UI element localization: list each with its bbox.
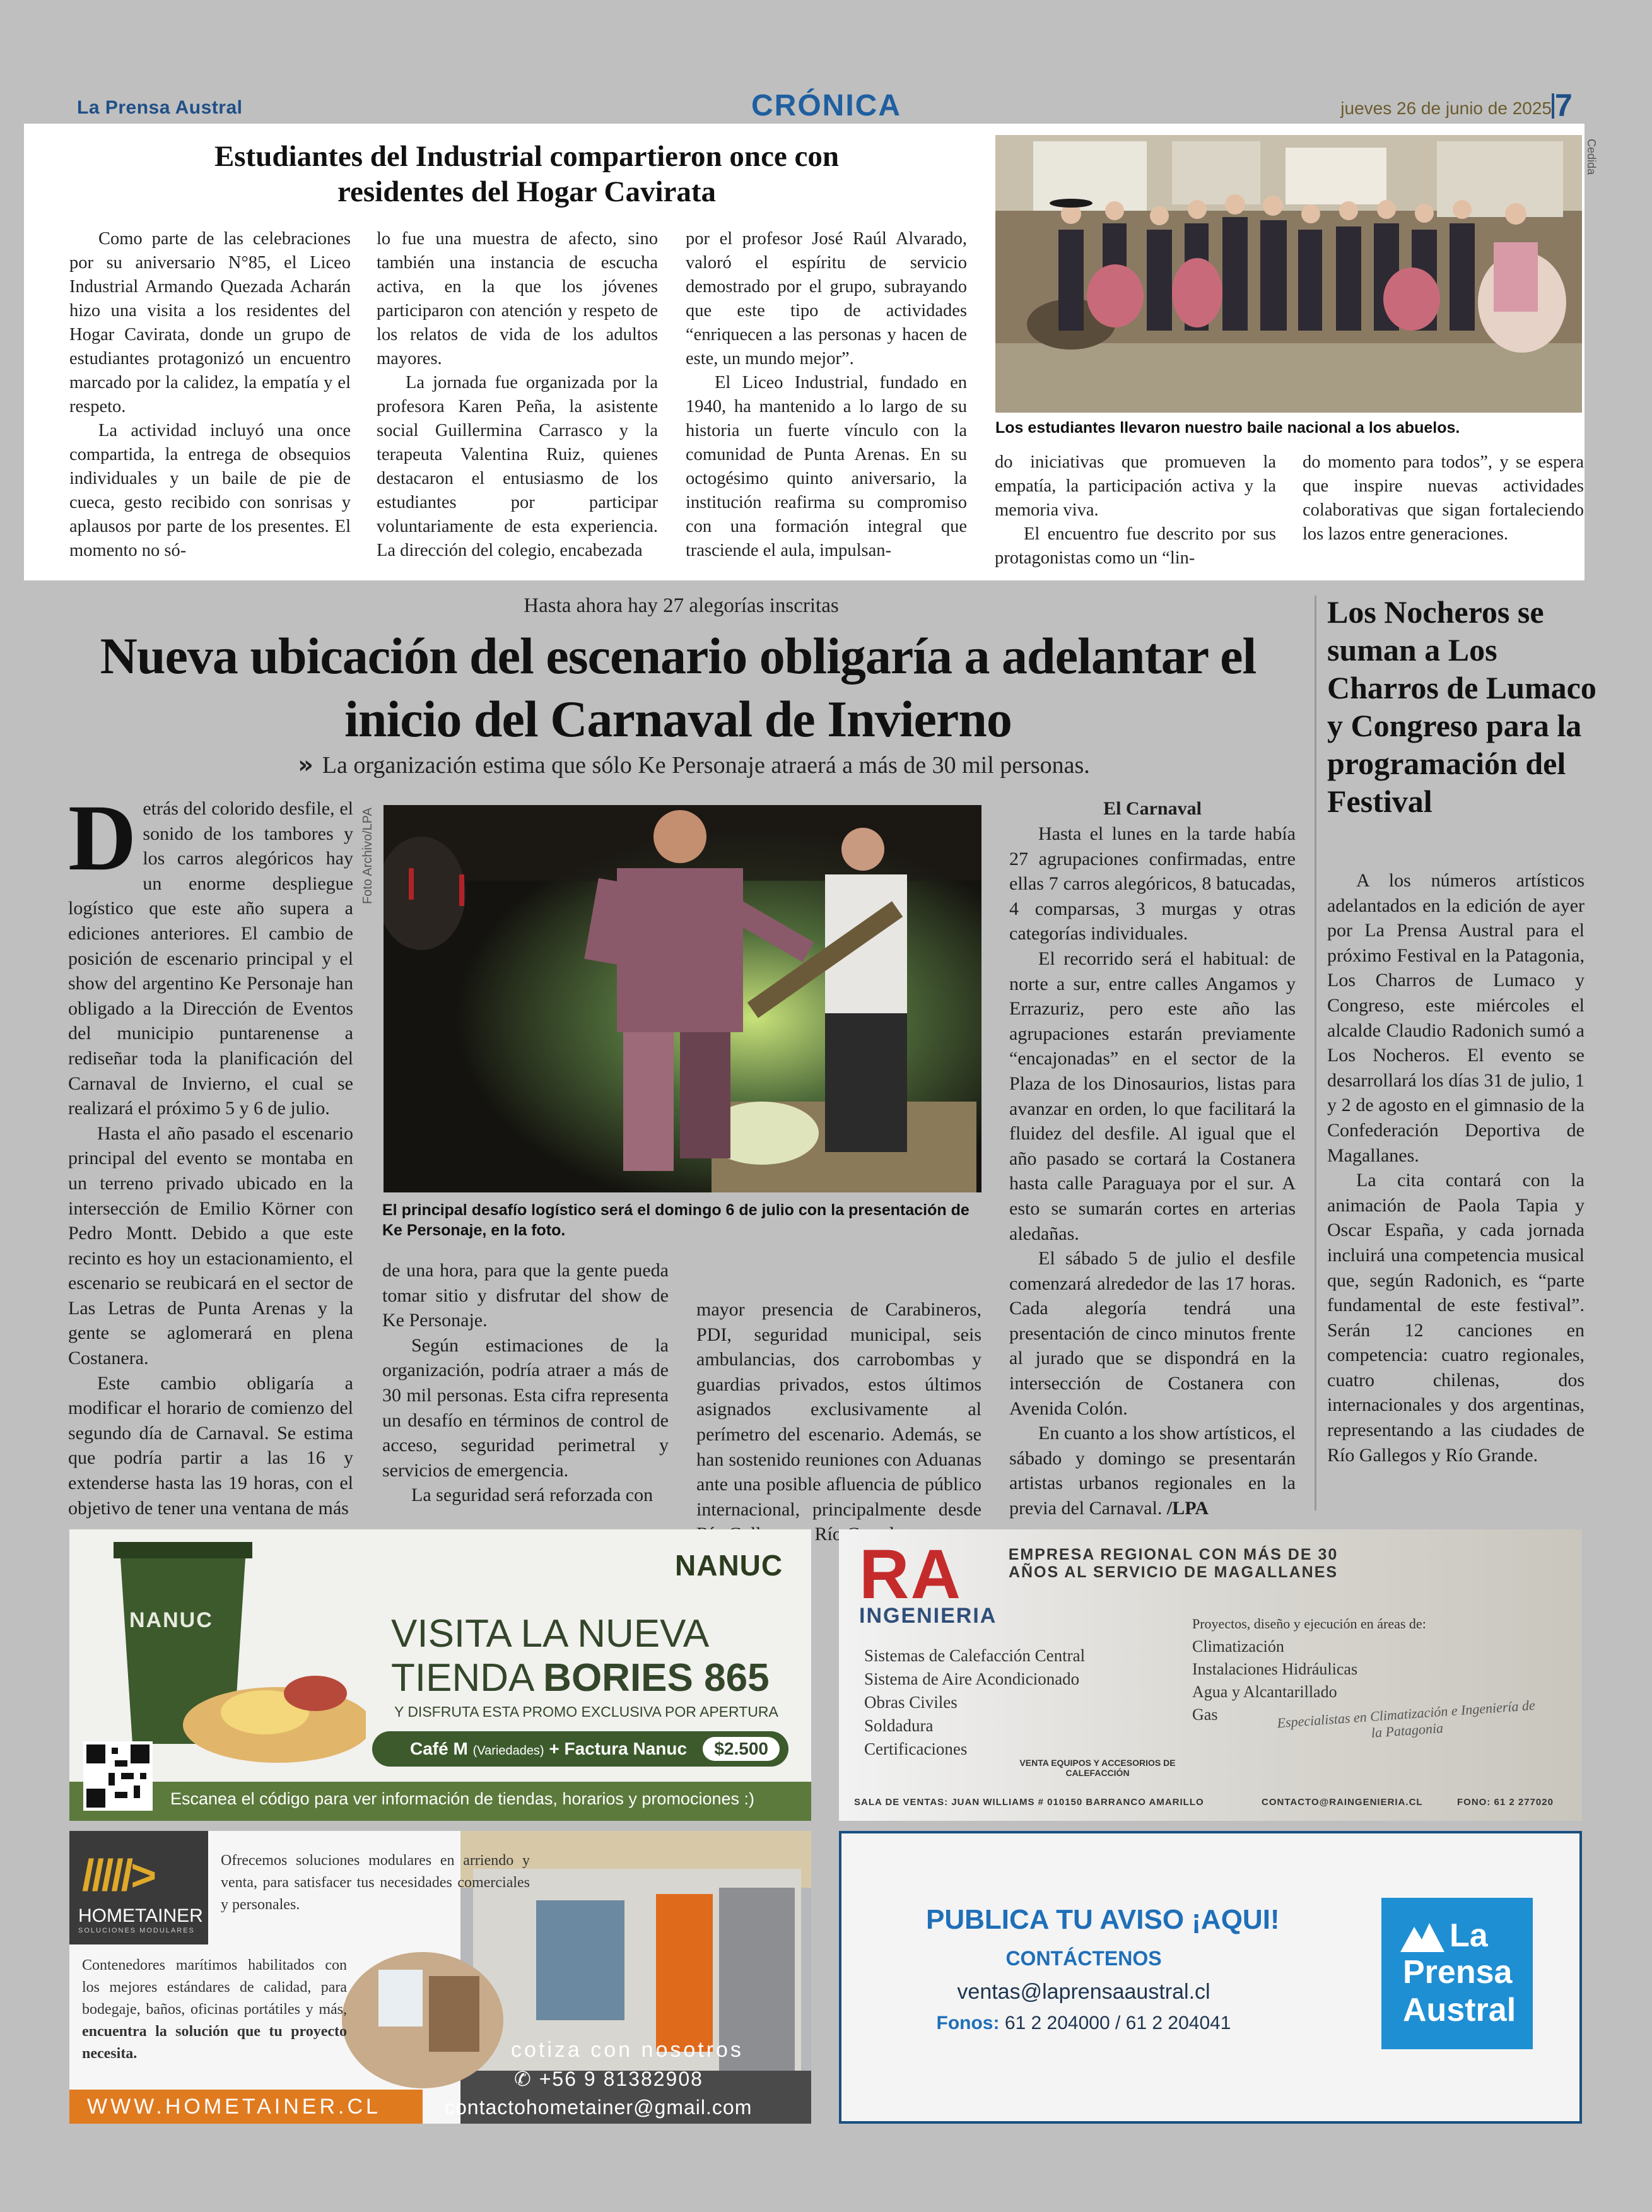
paragraph: por el profesor José Raúl Alvarado, valoró el espíritu de servicio demostrado por el grupo, subrayando que este tipo de actividades “enriquecen a las personas y hacen de este, un mundo mejor”. [686, 229, 967, 368]
project-item: Climatización [1192, 1637, 1284, 1656]
hometainer-logo-mark: /////> [82, 1850, 155, 1900]
paragraph: mayor presencia de Carabineros, PDI, seguridad municipal, seis ambulancias, dos carrobombas y guardias privados, estos últimos asignados exclusivamente al perímetro del escenario. Además, se han sostenido reuniones con Aduanas ante una posible afluencia de público internacional, principalmente desde Río [696, 1299, 981, 1545]
ra-logo: RA [859, 1536, 962, 1613]
newspaper-name: La Prensa Austral [77, 97, 243, 118]
lpa-contact-label: CONTÁCTENOS [1005, 1947, 1162, 1970]
ra-address: SALA DE VENTAS: JUAN WILLIAMS # 010150 BARRANCO AMARILLO [854, 1797, 1204, 1808]
hometainer-website[interactable]: WWW.HOMETAINER.CL [87, 2095, 381, 2119]
paragraph: de una hora, para que la gente pueda tomar sitio y disfrutar del show de Ke Personaje. [382, 1260, 669, 1331]
ad-footer-text: Escanea el código para ver información de tiendas, horarios y promociones :) [170, 1789, 754, 1808]
service-item: Obras Civiles [864, 1693, 958, 1712]
main-story-column-3 [696, 1297, 981, 1547]
paragraph: Según estimaciones de la organización, podría atraer a más de 30 mil personas. Esta cifra representa un desafío en términos de control de acceso, seguridad perimetral y servicios de emergencia. [382, 1334, 669, 1481]
paragraph: Hasta el lunes en la tarde había 27 agrupaciones confirmadas, entre ellas 7 carros alegóricos, 8 batucadas, 4 comparsas, 3 murgas y otras categorías individuales. [1009, 823, 1296, 944]
service-item: Soldadura [864, 1716, 934, 1735]
nanuc-logo: NANUC [675, 1549, 783, 1582]
paragraph: El Liceo Industrial, fundado en 1940, ha mantenido a lo largo de su historia un fuerte vínculo con la comunidad de Punta Arenas. En su octogésimo quinto aniversario, la institución reafirma su compromiso con una formación integral que trasciende el aula, impulsan- [686, 373, 967, 560]
logo-word-1: La [1450, 1917, 1488, 1954]
hometainer-logo-subtitle: SOLUCIONES MODULARES [78, 1927, 195, 1934]
headline-prefix: TIENDA [391, 1656, 544, 1700]
paragraph: El encuentro fue descrito por sus protagonistas como un “lin- [995, 524, 1276, 568]
paragraph: Como parte de las celebraciones por su aniversario N°85, el Liceo Industrial Armando Quezada Acharán hizo una visita a los residentes del Hogar Cavirata, donde un grupo de estudiantes protagonizó un encuentro marcado por la calidez, la empatía y el respeto. [69, 229, 351, 416]
lpa-ad-headline: PUBLICA TU AVISO ¡AQUI! [926, 1904, 1280, 1935]
side-story-body [1327, 868, 1585, 1468]
promo-pill [372, 1731, 788, 1767]
ra-headline: EMPRESA REGIONAL CON MÁS DE 30 AÑOS AL SERVICIO DE MAGALLANES [1008, 1546, 1339, 1581]
top-photo-caption: Los estudiantes llevaron nuestro baile nacional a los abuelos. [995, 419, 1460, 437]
paragraph-text: En cuanto a los show artísticos, el sábado y domingo se presentarán artistas urbanos regionales en la previa del Carnaval. [1009, 1423, 1296, 1519]
lpa-phones[interactable] [926, 2013, 1241, 2034]
hometainer-description [82, 1955, 347, 2065]
main-story-kicker: Hasta ahora hay 27 alegorías inscritas [524, 594, 839, 617]
container-interior-photo [341, 1951, 505, 2090]
ra-sales-note: VENTA EQUIPOS Y ACCESORIOS DE CALEFACCIÓN [1019, 1758, 1176, 1778]
paragraph: Este cambio obligaría a modificar el horario de comienzo del segundo día de Carnaval. Se estima que podría partir a las 16 y extenderse hasta las 19 horas, con el objetivo de tener una ventana de más [68, 1372, 353, 1519]
promo-product: Café M [410, 1739, 468, 1758]
paragraph: A los números artísticos adelantados en la edición de ayer por La Prensa Austral para el próximo Festival en la Patagonia, Los Charros de Lumaco y Congreso, este miércoles el alcalde Claudio Radonich sumó a Los Nocheros. El evento se desarrollará los días 31 de julio, 1 y 2 de agosto en el gimnasio de la Confederación Deportiva de Magallanes. [1327, 870, 1585, 1166]
paragraph [1009, 1421, 1296, 1521]
issue-date: jueves 26 de junio de 2025 [1340, 98, 1552, 118]
main-photo-credit: Foto Archivo/LPA [361, 808, 375, 905]
mountain-icon [1400, 1921, 1444, 1952]
main-story-headline: Nueva ubicación del escenario obligaría a adelantar el inicio del Carnaval de Invierno [100, 627, 1257, 748]
logo-word-3: Austral [1403, 1992, 1516, 2028]
lead-paragraph [68, 785, 353, 1121]
ad-subline: Y DISFRUTA ESTA PROMO EXCLUSIVA POR APERTURA [394, 1703, 778, 1720]
top-story-column-4 [995, 450, 1276, 570]
paragraph: La cita contará con la animación de Paola Tapia y Oscar España, y cada jornada incluirá una competencia musical que, según Radonich, es “parte fundamental de este festival”. Serán 12 canciones en competencia: cuatro regionales, cuatro chilenas, dos internacionales y dos argentinas, representando a las ciudades de Río Gallegos y Río Grande. [1327, 1170, 1585, 1466]
byline-signoff: /LPA [1166, 1498, 1209, 1519]
hometainer-logo-box [69, 1831, 208, 1944]
top-story-column-3 [686, 227, 967, 568]
paragraph: lo fue una muestra de afecto, sino también una instancia de escucha activa, en la que los jóvenes participaron con atención y respeto de los relatos de vida de los adultos mayores. [377, 229, 658, 368]
project-item: Instalaciones Hidráulicas [1192, 1660, 1358, 1678]
promo-note: (Variedades) [472, 1744, 544, 1758]
project-item: Gas [1192, 1705, 1218, 1724]
top-story-column-2 [377, 227, 658, 563]
publica-tu-aviso-advertisement[interactable] [839, 1831, 1582, 2124]
projects-title: Proyectos, diseño y ejecución en áreas de: [1192, 1616, 1426, 1632]
ra-services-list [864, 1644, 1085, 1761]
ad-headline-line-1: VISITA LA NUEVA [391, 1612, 710, 1656]
top-story-column-1 [69, 227, 351, 563]
page-number: 7 [1555, 88, 1573, 123]
phone-number: +56 9 81382908 [539, 2068, 703, 2090]
phones-value: 61 2 204000 / 61 2 204041 [1004, 2013, 1231, 2033]
ke-personaje-concert-photo [384, 805, 981, 1192]
project-item: Agua y Alcantarillado [1192, 1683, 1337, 1701]
students-dancing-photo [995, 135, 1582, 413]
ad-headline-line-2 [391, 1656, 770, 1700]
nanuc-advertisement[interactable] [69, 1529, 811, 1821]
section-title: CRÓNICA [751, 89, 901, 122]
hometainer-advertisement[interactable] [69, 1831, 811, 2124]
paragraph: Hasta el año pasado el escenario principal del evento se montaba en un terreno privado ubicado en la intersección de Emilio Körner con Pedro Montt. Debido a que este recinto es hoy un estacionamiento, el escenario se reubicará en el sector de Las Letras de Punta Arenas y la gente se aglomerará en plena Costanera. [68, 1122, 353, 1369]
paragraph: do momento para todos”, y se espera que inspire nuevas actividades colaborativas que sigan fortaleciendo los lazos entre generaciones. [1303, 452, 1584, 544]
main-story-column-1 [68, 785, 353, 1521]
hometainer-phone[interactable] [514, 2067, 703, 2091]
service-item: Sistemas de Calefacción Central [864, 1646, 1086, 1665]
headline-address: BORIES 865 [543, 1656, 770, 1700]
ra-tagline: Especialistas en Climatización e Ingeniería de la Patagonia [1276, 1697, 1536, 1741]
section-subheading: El Carnaval [1103, 798, 1202, 819]
paragraph: El sábado 5 de julio el desfile comenzará alrededor de las 17 horas. Cada alegoría tendrá una presentación de cinco minutos frente al jurado que se dispondrá en la intersección de Costanera con Avenida Colón. [1009, 1248, 1296, 1419]
column-rule [1315, 596, 1316, 1510]
qr-code-icon[interactable] [83, 1741, 153, 1811]
service-item: Sistema de Aire Acondicionado [864, 1669, 1080, 1688]
ra-email[interactable]: CONTACTO@RAINGENIERIA.CL [1262, 1797, 1423, 1808]
hometainer-logo-text: HOMETAINER [78, 1905, 203, 1926]
service-item: Certificaciones [864, 1739, 968, 1758]
paragraph: La seguridad será reforzada con [411, 1485, 653, 1506]
logo-word-2: Prensa [1403, 1954, 1513, 1991]
double-chevron-icon: » [298, 751, 313, 779]
top-story-column-5 [1303, 450, 1584, 570]
top-photo-credit: Cedida [1585, 139, 1598, 175]
main-story-column-4 [1009, 796, 1296, 1521]
paragraph: El recorrido será el habitual: de norte a sur, entre calles Angamos y Errazuriz, pero este año las agrupaciones estarán previamente “encajonadas” en el sector de la Plaza de los Dinosaurios, listas para avanzar en orden, lo que facilitará la fluidez del desfile. Al igual que el año pasado se cortará la Costanera hasta calle Paraguaya por el sur. A esto se sumarán cortes en arterias aledañas. [1009, 948, 1296, 1244]
paragraph: La jornada fue organizada por la profesora Karen Peña, la asistente social Guillermina Carrasco y la terapeuta Valentina Ruiz, quienes destacaron el entusiasmo de los estudiantes por participar voluntariamente de esta experiencia. La dirección del colegio, encabezada [377, 373, 658, 560]
paragraph: do iniciativas que promueven la empatía, la participación activa y la memoria viva. [995, 452, 1276, 520]
drop-cap: D [68, 785, 137, 890]
phones-label: Fonos: [936, 2013, 1000, 2033]
header-separator [1552, 93, 1554, 119]
lead-text: etrás del colorido desfile, el sonido de los tambores y los carros alegóricos hay un enorme despliegue logístico que este año supera a ediciones anteriores. El cambio de posición de escenario principal y el show del argentino Ke Personaje han obligado a la Dirección de Eventos del municipio puntarenense a rediseñar toda la planificación del Carnaval de Invierno, el cual se realizará el próximo 5 y 6 de julio. [68, 798, 353, 1119]
paragraph: La actividad incluyó una once compartida, la entrega de obsequios individuales y un baile de pie de cueca, gesto recibido con sonrisas y aplausos por parte de los presentes. El momento no só- [69, 421, 351, 560]
ra-phone[interactable]: FONO: 61 2 277020 [1457, 1797, 1554, 1808]
ra-ingenieria-advertisement[interactable] [839, 1529, 1582, 1821]
description-highlight: encuentra la solución que tu proyecto necesita. [82, 2023, 347, 2062]
cup-brand-text: NANUC [129, 1608, 213, 1632]
hometainer-cta: cotiza con nosotros [511, 2038, 744, 2062]
main-story-column-2 [382, 1258, 669, 1508]
ra-logo-subtitle: INGENIERIA [859, 1604, 997, 1628]
top-story-title: Estudiantes del Industrial compartieron once con residentes del Hogar Cavirata [214, 140, 840, 208]
promo-price: $2.500 [703, 1737, 780, 1761]
la-prensa-austral-logo [1381, 1898, 1533, 2049]
hometainer-email[interactable]: contactohometainer@gmail.com [445, 2096, 753, 2119]
side-story-headline: Los Nocheros se suman a Los Charros de Lumaco y Congreso para la programación del Festival [1327, 594, 1596, 819]
main-story-subtitle [189, 751, 1198, 779]
hometainer-intro: Ofrecemos soluciones modulares en arriendo y venta, para satisfacer tus necesidades comerciales y personales. [221, 1852, 530, 1913]
subtitle-text: La organización estima que sólo Ke Personaje atraerá a más de 30 mil personas. [322, 752, 1090, 779]
promo-extra: + Factura Nanuc [549, 1739, 688, 1758]
description-text: Contenedores marítimos habilitados con los mejores estándares de calidad, para bodegaje, baños, oficinas portátiles y más, [82, 1957, 347, 2018]
main-photo-caption: El principal desafío logístico será el domingo 6 de julio con la presentación de Ke Personaje, en la foto. [382, 1201, 970, 1239]
whatsapp-icon: ✆ [514, 2068, 532, 2090]
lpa-sales-email[interactable]: ventas@laprensaaustral.cl [957, 1980, 1210, 2004]
